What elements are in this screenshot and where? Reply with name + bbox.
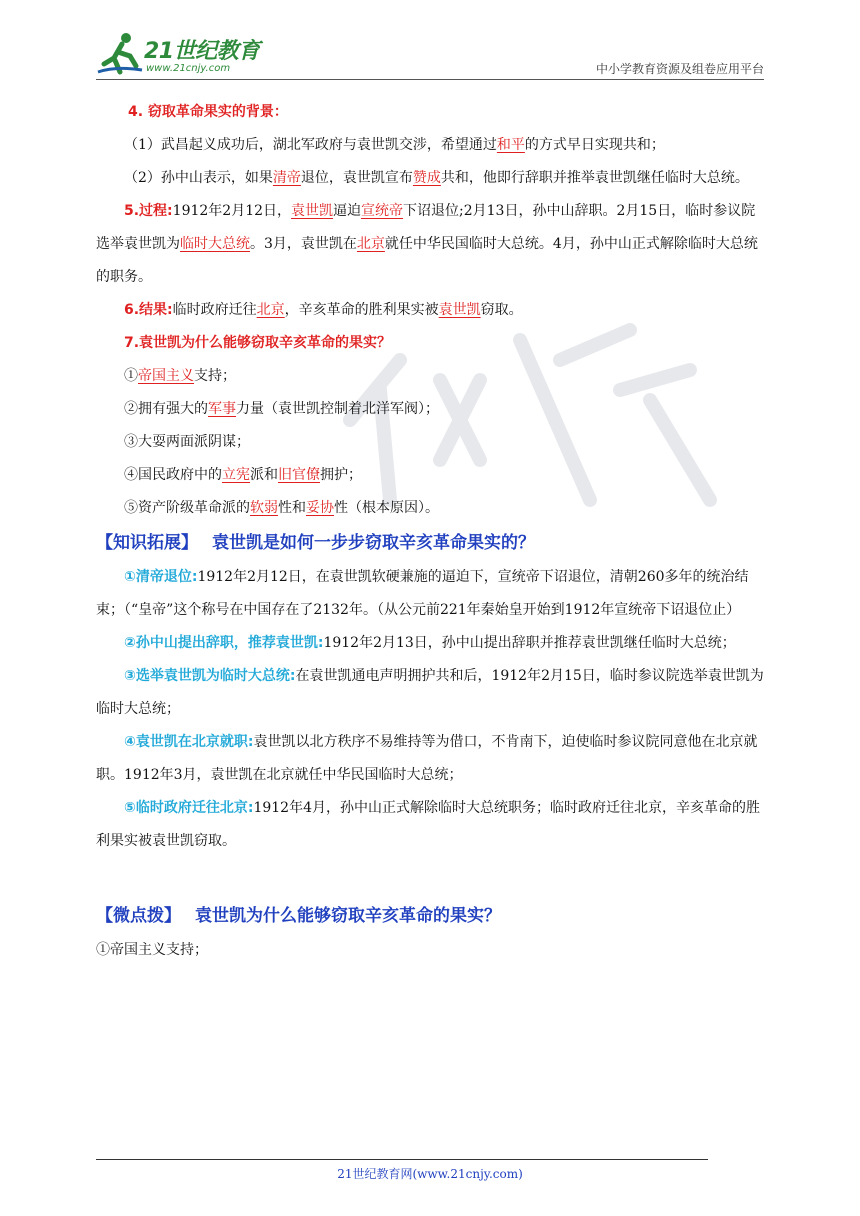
extension-item-1: ①清帝退位:1912年2月12日，在袁世凯软硬兼施的逼迫下，宣统帝下诏退位，清朝260多年的统治结束；（“皇帝”这个称号在中国存在了2132年。（从公元前221年秦始皇开始到1912年宣统帝下诏退位止） [96,569,749,618]
section-7-item-3: ③大耍两面派阴谋； [124,434,250,450]
section-7-item-5: ⑤资产阶级革命派的软弱性和妥协性（根本原因）。 [124,500,439,516]
footer-text: 21世纪教育网(www.21cnjy.com) [337,1167,523,1181]
document-body [96,96,766,967]
extension-item-2: ②孙中山提出辞职，推荐袁世凯:1912年2月13日，孙中山提出辞职并推荐袁世凯继任临时大总统； [124,635,736,651]
logo [96,30,266,78]
spacer [96,858,766,898]
header-divider [96,79,764,80]
section-7-item-1: ①帝国主义支持； [124,368,236,384]
extension-item-5: ⑤临时政府迁往北京:1912年4月，孙中山正式解除临时大总统职务；临时政府迁往北京，辛亥革命的胜利果实被袁世凯窃取。 [96,800,760,849]
platform-label: 中小学教育资源及组卷应用平台 [595,62,764,76]
extension-item-4: ④袁世凯在北京就职:袁世凯以北方秩序不易维持等为借口，不肯南下，迫使临时参议院同意他在北京就职。1912年3月，袁世凯在北京就任中华民国临时大总统； [96,734,758,783]
extension-item-3: ③选举袁世凯为临时大总统:在袁世凯通电声明拥护共和后，1912年2月15日，临时参议院选举袁世凯为临时大总统； [96,668,764,717]
section-5-process: 5.过程:1912年2月12日，袁世凯逼迫宣统帝下诏退位;2月13日，孙中山辞职。2月15日，临时参议院选举袁世凯为临时大总统。3月，袁世凯在北京就任中华民国临时大总统。4月，孙中山正式解除临时大总统的职务。 [96,203,758,285]
page-header [96,30,764,78]
section-7-item-4: ④国民政府中的立宪派和旧官僚拥护； [124,467,362,483]
footer-divider [96,1159,708,1160]
tip-heading: 【微点拨】 袁世凯为什么能够窃取辛亥革命的果实？ [96,906,501,926]
section-7-title: 7.袁世凯为什么能够窃取辛亥革命的果实？ [124,335,392,351]
logo-url: www.21cnjy.com [146,63,231,74]
section-6-result: 6.结果:临时政府迁往北京，辛亥革命的胜利果实被袁世凯窃取。 [124,302,523,318]
extension-heading: 【知识拓展】 袁世凯是如何一步步窃取辛亥革命果实的？ [96,533,535,553]
section-4-point-1: （1）武昌起义成功后，湖北军政府与袁世凯交涉，希望通过和平的方式早日实现共和； [124,137,665,153]
section-4-title: 4. 窃取革命果实的背景： [128,104,288,120]
section-7-item-2: ②拥有强大的军事力量（袁世凯控制着北洋军阀）； [124,401,439,417]
tip-first-item: ①帝国主义支持； [96,942,208,958]
section-4-point-2: （2）孙中山表示，如果清帝退位，袁世凯宣布赞成共和，他即行辞职并推举袁世凯继任临时大总统。 [124,170,749,186]
logo-text: 21世纪教育 [144,39,260,64]
runner-logo-icon [96,30,146,78]
